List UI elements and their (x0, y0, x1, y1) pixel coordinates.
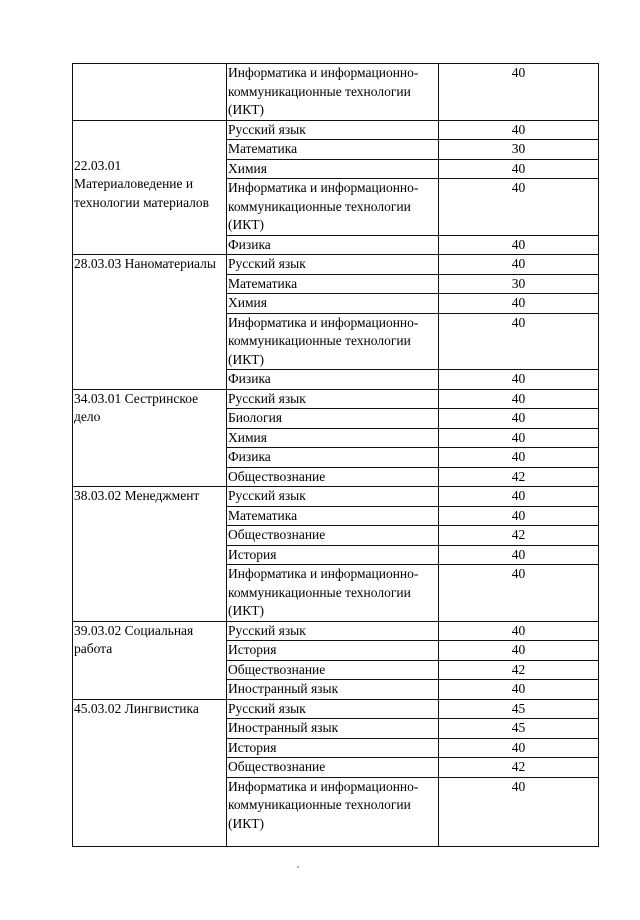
min-score-cell: 42 (439, 758, 599, 778)
program-cell (73, 487, 227, 622)
min-score-cell: 42 (439, 467, 599, 487)
min-score-cell: 40 (439, 313, 599, 370)
program-label: 45.03.02 Лингвистика (74, 700, 199, 716)
min-score-cell: 40 (439, 64, 599, 121)
subject-cell: Математика (227, 506, 439, 526)
subject-cell: Русский язык (227, 255, 439, 275)
min-score-cell: 30 (439, 274, 599, 294)
program-cell (73, 255, 227, 390)
table-row (73, 621, 599, 641)
subject-cell: Русский язык (227, 120, 439, 140)
subject-cell: Биология (227, 409, 439, 429)
table-row (73, 699, 599, 719)
admission-scores-table (72, 63, 599, 847)
subject-cell: Русский язык (227, 699, 439, 719)
min-score-cell: 40 (439, 487, 599, 507)
subject-cell: Обществознание (227, 758, 439, 778)
min-score-cell: 40 (439, 235, 599, 255)
min-score-cell: 40 (439, 641, 599, 661)
program-cell (73, 621, 227, 699)
subject-cell: Иностранный язык (227, 680, 439, 700)
subject-cell: Информатика и информационно-коммуникационные технологии (ИКТ) (227, 777, 439, 846)
table-row (73, 64, 599, 121)
program-cell (73, 120, 227, 255)
subject-cell: История (227, 738, 439, 758)
min-score-cell: 40 (439, 179, 599, 236)
subject-cell: Физика (227, 370, 439, 390)
table-row (73, 120, 599, 140)
subject-cell: Физика (227, 235, 439, 255)
table-row (73, 487, 599, 507)
subject-cell: Математика (227, 140, 439, 160)
subject-cell: Иностранный язык (227, 719, 439, 739)
subject-cell: Обществознание (227, 660, 439, 680)
min-score-cell: 40 (439, 621, 599, 641)
subject-cell: Химия (227, 294, 439, 314)
table-body (73, 64, 599, 847)
min-score-cell: 40 (439, 565, 599, 622)
subject-cell: Информатика и информационно-коммуникационные технологии (ИКТ) (227, 64, 439, 121)
scan-speck (297, 866, 299, 868)
subject-cell: Информатика и информационно-коммуникационные технологии (ИКТ) (227, 565, 439, 622)
min-score-cell: 42 (439, 660, 599, 680)
min-score-cell: 40 (439, 428, 599, 448)
subject-cell: Обществознание (227, 526, 439, 546)
subject-cell: История (227, 641, 439, 661)
subject-cell: Физика (227, 448, 439, 468)
subject-cell: Обществознание (227, 467, 439, 487)
program-cell (73, 64, 227, 121)
subject-cell: Русский язык (227, 389, 439, 409)
min-score-cell: 30 (439, 140, 599, 160)
min-score-cell: 40 (439, 738, 599, 758)
min-score-cell: 40 (439, 545, 599, 565)
min-score-cell: 45 (439, 719, 599, 739)
min-score-cell: 40 (439, 409, 599, 429)
program-cell (73, 699, 227, 846)
program-label: 28.03.03 Наноматериалы (74, 256, 216, 271)
subject-cell: Русский язык (227, 487, 439, 507)
min-score-cell: 40 (439, 294, 599, 314)
program-label: 39.03.02 Социальная работа (74, 622, 194, 656)
subject-cell: Русский язык (227, 621, 439, 641)
subject-cell: История (227, 545, 439, 565)
program-label: 22.03.01 Материаловедение и технологии материалов (74, 157, 210, 210)
min-score-cell: 40 (439, 255, 599, 275)
subject-cell: Математика (227, 274, 439, 294)
program-label: 38.03.02 Менеджмент (74, 488, 200, 503)
min-score-cell: 40 (439, 389, 599, 409)
subject-cell: Химия (227, 428, 439, 448)
subject-cell: Информатика и информационно-коммуникационные технологии (ИКТ) (227, 313, 439, 370)
program-cell (73, 389, 227, 487)
min-score-cell: 40 (439, 506, 599, 526)
min-score-cell: 45 (439, 699, 599, 719)
table-row (73, 389, 599, 409)
subject-cell: Информатика и информационно-коммуникационные технологии (ИКТ) (227, 179, 439, 236)
min-score-cell: 42 (439, 526, 599, 546)
min-score-cell: 40 (439, 777, 599, 846)
table-row (73, 255, 599, 275)
min-score-cell: 40 (439, 370, 599, 390)
min-score-cell: 40 (439, 120, 599, 140)
subject-cell: Химия (227, 159, 439, 179)
min-score-cell: 40 (439, 159, 599, 179)
min-score-cell: 40 (439, 680, 599, 700)
program-label: 34.03.01 Сестринское дело (74, 390, 199, 424)
min-score-cell: 40 (439, 448, 599, 468)
